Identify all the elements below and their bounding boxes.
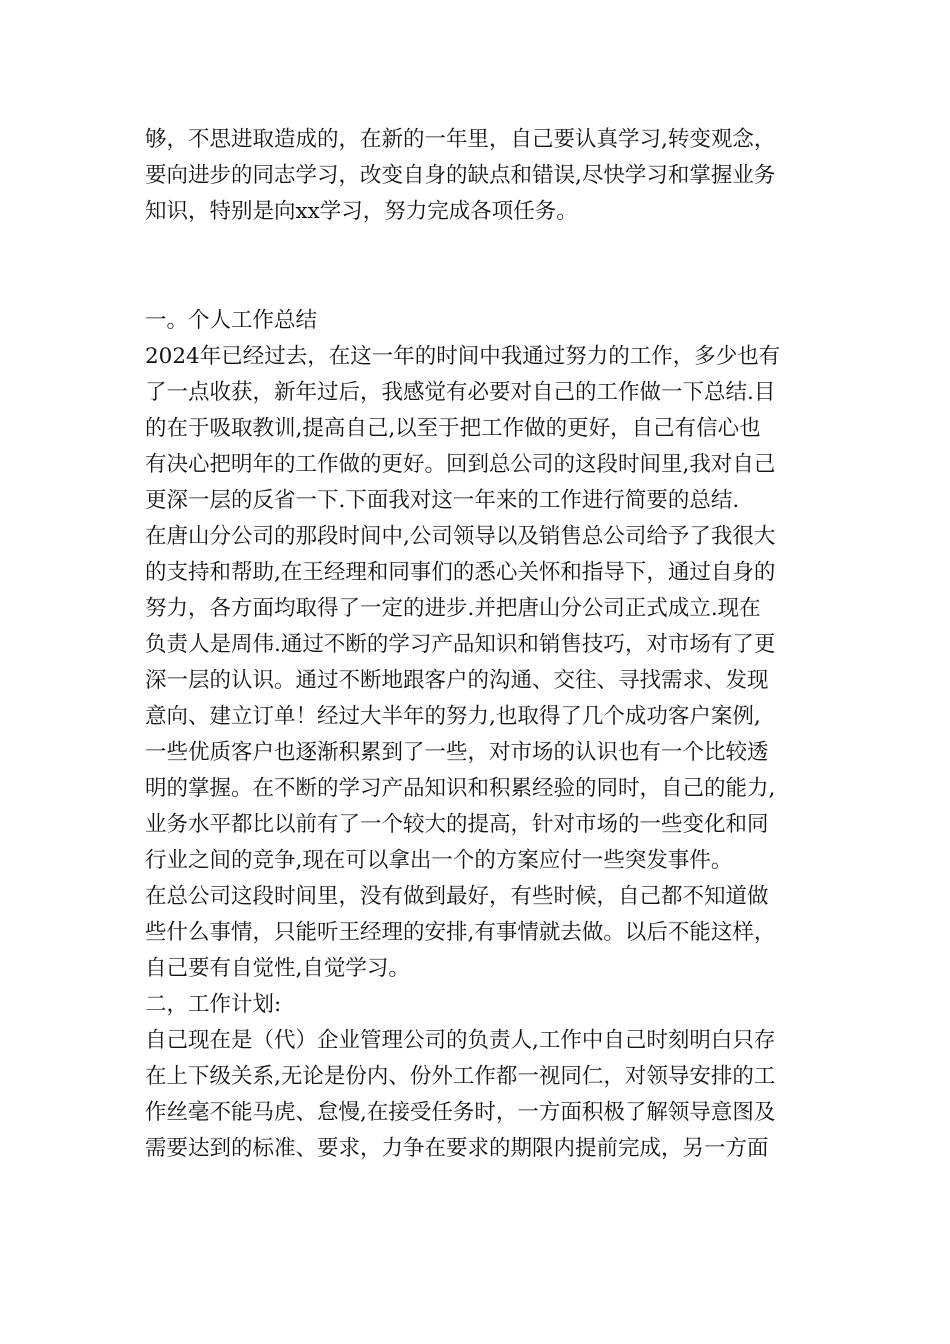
paragraph-line: 要向进步的同志学习，改变自身的缺点和错误,尽快学习和掌握业务 <box>145 163 776 188</box>
paragraph-line: 负责人是周伟.通过不断的学习产品知识和销售技巧，对市场有了更 <box>145 632 776 657</box>
paragraph-line: 自己要有自觉性,自觉学习。 <box>145 956 410 981</box>
paragraph-line: 更深一层的反省一下.下面我对这一年来的工作进行简要的总结. <box>145 488 740 513</box>
paragraph-line: 的在于吸取教训,提高自己,以至于把工作做的更好，自己有信心也 <box>145 416 761 441</box>
paragraph-line: 在总公司这段时间里，没有做到最好，有些时候，自己都不知道做 <box>145 884 769 909</box>
paragraph-line: 在唐山分公司的那段时间中,公司领导以及销售总公司给予了我很大 <box>145 524 776 549</box>
paragraph-line: 2024年已经过去，在这一年的时间中我通过努力的工作，多少也有 <box>145 344 781 369</box>
section-heading: 一。个人工作总结 <box>145 308 318 333</box>
paragraph-line: 需要达到的标准、要求，力争在要求的期限内提前完成，另一方面 <box>145 1136 769 1161</box>
section-heading: 二，工作计划: <box>145 992 282 1017</box>
paragraph-line: 在上下级关系,无论是份内、份外工作都一视同仁，对领导安排的工 <box>145 1064 776 1089</box>
paragraph-line: 一些优质客户也逐渐积累到了一些，对市场的认识也有一个比较透 <box>145 740 769 765</box>
paragraph-line: 行业之间的竞争,现在可以拿出一个的方案应付一些突发事件。 <box>145 848 733 873</box>
paragraph-line: 够，不思进取造成的，在新的一年里，自己要认真学习,转变观念， <box>145 127 776 152</box>
paragraph-line: 的支持和帮助,在王经理和同事们的悉心关怀和指导下，通过自身的 <box>145 560 776 585</box>
paragraph-line: 明的掌握。在不断的学习产品知识和积累经验的同时，自己的能力, <box>145 776 776 801</box>
paragraph-line: 些什么事情，只能听王经理的安排,有事情就去做。以后不能这样， <box>145 920 776 945</box>
paragraph-line: 作丝毫不能马虎、怠慢,在接受任务时，一方面积极了解领导意图及 <box>145 1100 776 1125</box>
paragraph-line: 了一点收获，新年过后，我感觉有必要对自己的工作做一下总结.目 <box>145 380 776 405</box>
paragraph-line: 意向、建立订单！经过大半年的努力,也取得了几个成功客户案例, <box>145 704 761 729</box>
paragraph-line: 知识，特别是向xx学习，努力完成各项任务。 <box>145 199 578 224</box>
paragraph-line: 努力，各方面均取得了一定的进步.并把唐山分公司正式成立.现在 <box>145 596 761 621</box>
paragraph-line: 业务水平都比以前有了一个较大的提高，针对市场的一些变化和同 <box>145 812 769 837</box>
paragraph-line: 深一层的认识。通过不断地跟客户的沟通、交往、寻找需求、发现 <box>145 668 769 693</box>
paragraph-line: 自己现在是（代）企业管理公司的负责人,工作中自己时刻明白只存 <box>145 1028 776 1053</box>
paragraph-line: 有决心把明年的工作做的更好。回到总公司的这段时间里,我对自己 <box>145 452 776 477</box>
